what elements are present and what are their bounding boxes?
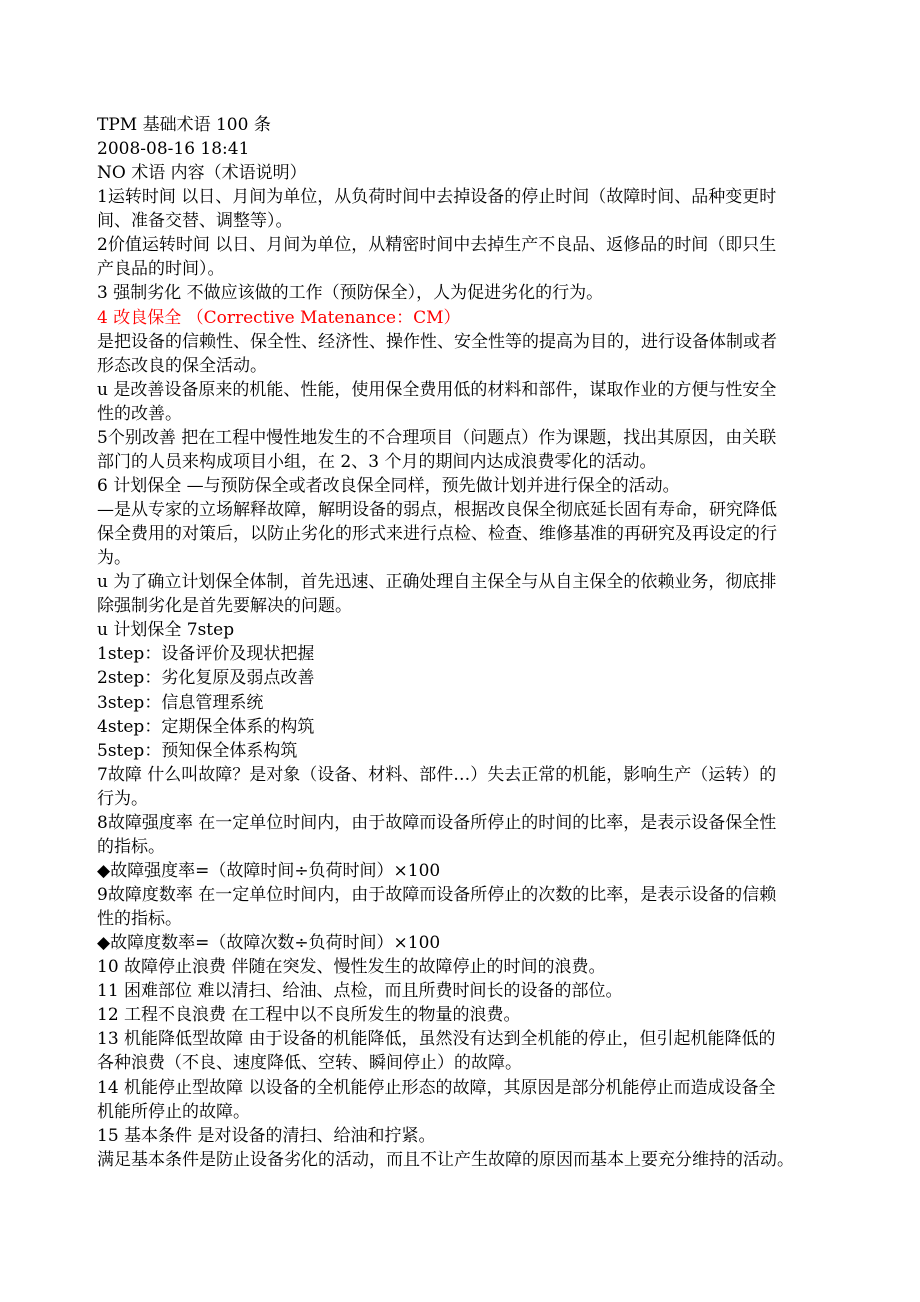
text-line: 机能所停止的故障。	[97, 1101, 250, 1122]
text-line: —是从专家的立场解释故障，解明设备的弱点，根据改良保全彻底延长固有寿命，研究降低	[97, 500, 777, 520]
text-line: 形态改良的保全活动。	[97, 355, 267, 376]
text-line: 各种浪费（不良、速度降低、空转、瞬间停止）的故障。	[97, 1053, 522, 1074]
text-line: 3 强制劣化 不做应该做的工作（预防保全），人为促进劣化的行为。	[97, 283, 604, 304]
document-body	[97, 113, 857, 1172]
document-date: 2008-08-16 18:41	[97, 139, 250, 160]
text-line: 2step：劣化复原及弱点改善	[97, 668, 315, 689]
text-line: 11 困难部位 难以清扫、给油、点检，而且所费时间长的设备的部位。	[97, 981, 623, 1002]
text-line: 性的指标。	[97, 909, 182, 930]
text-line: 10 故障停止浪费 伴随在突发、慢性发生的故障停止的时间的浪费。	[97, 957, 606, 978]
text-line: u 为了确立计划保全体制，首先迅速、正确处理自主保全与从自主保全的依赖业务，彻底排	[97, 572, 777, 593]
text-line: 为。	[97, 548, 131, 569]
text-line: 是把设备的信赖性、保全性、经济性、操作性、安全性等的提高为目的，进行设备体制或者	[97, 331, 777, 352]
text-line: 1运转时间 以日、月间为单位，从负荷时间中去掉设备的停止时间（故障时间、品种变更时	[97, 187, 777, 208]
document-title: TPM 基础术语 100 条	[97, 115, 271, 135]
text-line: 8故障强度率 在一定单位时间内，由于故障而设备所停止的时间的比率，是表示设备保全性	[97, 812, 777, 833]
text-line: 保全费用的对策后，以防止劣化的形式来进行点检、检查、维修基准的再研究及再设定的行	[97, 524, 777, 545]
text-line: 2价值运转时间 以日、月间为单位，从精密时间中去掉生产不良品、返修品的时间（即只生	[97, 235, 777, 256]
text-line: u 是改善设备原来的机能、性能，使用保全费用低的材料和部件，谋取作业的方便与性安全	[97, 379, 777, 400]
text-line: 性的改善。	[97, 403, 182, 424]
text-line: ◆故障度数率=（故障次数÷负荷时间）×100	[97, 933, 441, 954]
text-line: 5个别改善 把在工程中慢性地发生的不合理项目（问题点）作为课题，找出其原因，由关联	[97, 427, 777, 448]
text-line: 13 机能降低型故障 由于设备的机能降低，虽然没有达到全机能的停止，但引起机能降低的	[97, 1029, 776, 1050]
text-line: ◆故障强度率=（故障时间÷负荷时间）×100	[97, 860, 441, 881]
text-line: 部门的人员来构成项目小组，在 2、3 个月的期间内达成浪费零化的活动。	[97, 451, 657, 472]
text-line: 14 机能停止型故障 以设备的全机能停止形态的故障，其原因是部分机能停止而造成设备全	[97, 1077, 776, 1098]
text-line: 满足基本条件是防止设备劣化的活动，而且不让产生故障的原因而基本上要充分维持的活动。	[97, 1149, 794, 1170]
text-line: 间、准备交替、调整等）。	[97, 211, 293, 232]
text-line: u 计划保全 7step	[97, 620, 235, 641]
text-line: 12 工程不良浪费 在工程中以不良所发生的物量的浪费。	[97, 1005, 521, 1026]
text-line: 1step：设备评价及现状把握	[97, 644, 315, 665]
text-line: 除强制劣化是首先要解决的问题。	[97, 596, 352, 617]
text-line: 3step：信息管理系统	[97, 692, 264, 713]
text-line: 15 基本条件 是对设备的清扫、给油和拧紧。	[97, 1125, 436, 1146]
text-line: 9故障度数率 在一定单位时间内，由于故障而设备所停止的次数的比率，是表示设备的信赖	[97, 885, 777, 905]
text-line: 产良品的时间）。	[97, 259, 225, 280]
text-line: 的指标。	[97, 836, 165, 857]
text-line: 6 计划保全 —与预防保全或者改良保全同样，预先做计划并进行保全的活动。	[97, 475, 680, 496]
text-line: 4step：定期保全体系的构筑	[97, 716, 315, 737]
text-line: 行为。	[97, 788, 148, 809]
term-heading-highlighted: 4 改良保全 （Corrective Matenance：CM）	[97, 307, 461, 328]
text-line: 7故障 什么叫故障？是对象（设备、材料、部件…）失去正常的机能，影响生产（运转）的	[97, 764, 777, 785]
table-header: NO 术语 内容（术语说明）	[97, 163, 307, 184]
text-line: 5step：预知保全体系构筑	[97, 740, 298, 761]
